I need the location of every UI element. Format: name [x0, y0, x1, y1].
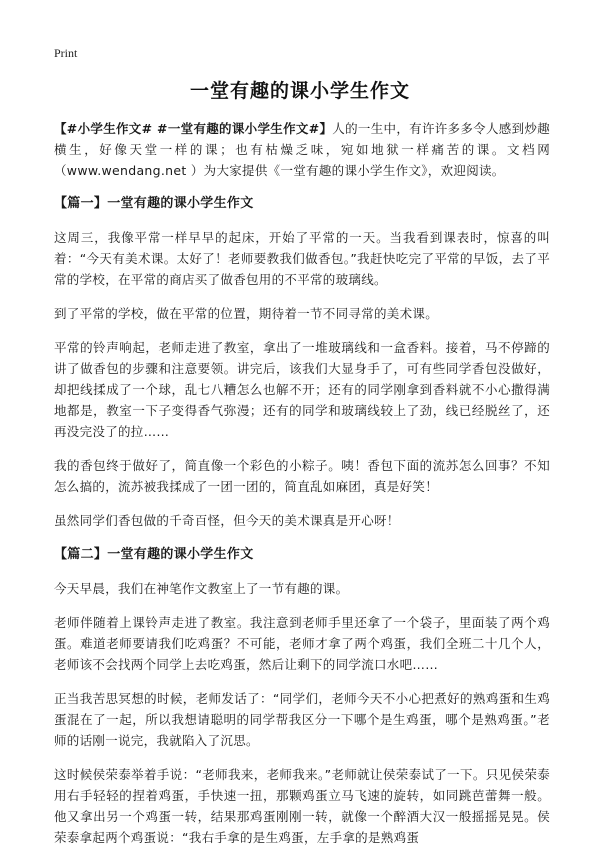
intro-text: 人的一生中，有许许多多令人感到炒趣横生，好像天堂一样的课；也有枯燥乏味，宛如地狱一样痛苦的课。文档网（www.wendang.net ）为大家提供《一堂有趣的课小学生作文》，欢迎阅读。: [54, 121, 550, 178]
paragraph: 这周三，我像平常一样早早的起床，开始了平常的一天。当我看到课表时，惊喜的叫着：“今天有美术课。太好了！老师要教我们做香包。”我赶快吃完了平常的早饭，去了平常的学校，在平常的商店买了做香包用的不平常的玻璃线。: [54, 230, 550, 287]
paragraph: 正当我苦思冥想的时候，老师发话了：“同学们，老师今天不小心把煮好的熟鸡蛋和生鸡蛋混在了一起，所以我想请聪明的同学帮我区分一下哪个是生鸡蛋，哪个是熟鸡蛋。”老师的话刚一说完，我就陷入了沉思。: [54, 691, 550, 748]
section-heading-2: 【篇二】一堂有趣的课小学生作文: [54, 547, 254, 562]
intro-tag: 【#小学生作文# #一堂有趣的课小学生作文#】: [54, 121, 333, 136]
paragraph: 我的香包终于做好了，简直像一个彩色的小粽子。咦！香包下面的流苏怎么回事？不知怎么搞的，流苏被我揉成了一团一团的，简直乱如麻团，真是好笑！: [54, 458, 550, 494]
section-heading-1: 【篇一】一堂有趣的课小学生作文: [54, 196, 254, 211]
paragraph: 虽然同学们香包做的千奇百怪，但今天的美术课真是开心呀！: [54, 513, 400, 528]
paragraph: 到了平常的学校，做在平常的位置，期待着一节不同寻常的美术课。: [54, 306, 439, 321]
paragraph: 今天早晨，我们在神笔作文教室上了一节有趣的课。: [54, 581, 349, 596]
paragraph: 这时候侯荣泰举着手说：“老师我来，老师我来。”老师就让侯荣泰试了一下。只见侯荣泰用右手轻轻的捏着鸡蛋，手快速一扭，那颗鸡蛋立马飞速的旋转，如同跳芭蕾舞一般。他又拿出另一个鸡蛋一转，结果那鸡蛋刚刚一转，就像一个醉酒大汉一般摇摇晃晃。侯荣泰拿起两个鸡蛋说：“我右手拿的是生鸡蛋，左手拿的是熟鸡蛋: [54, 767, 550, 845]
paragraph: 老师伴随着上课铃声走进了教室。我注意到老师手里还拿了一个袋子，里面装了两个鸡蛋。难道老师要请我们吃鸡蛋？不可能，老师才拿了两个鸡蛋，我们全班二十几个人，老师该不会找两个同学上去吃鸡蛋，然后让剩下的同学流口水吧……: [54, 615, 550, 672]
intro-paragraph: [54, 118, 550, 181]
paragraph: 平常的铃声响起，老师走进了教室，拿出了一堆玻璃线和一盒香料。接着，马不停蹄的讲了做香包的步骤和注意要领。讲完后，该我们大显身手了，可有些同学香包没做好，却把线揉成了一个球，乱七八糟怎么也解不开；还有的同学刚拿到香料就不小心撒得满地都是，教室一下子变得香气弥漫；还有的同学和玻璃线较上了劲，线已经脱丝了，还再没完没了的拉……: [54, 340, 550, 439]
page-title: 一堂有趣的课小学生作文: [189, 80, 410, 102]
print-link[interactable]: Print: [54, 46, 78, 60]
article-body: [54, 118, 550, 861]
